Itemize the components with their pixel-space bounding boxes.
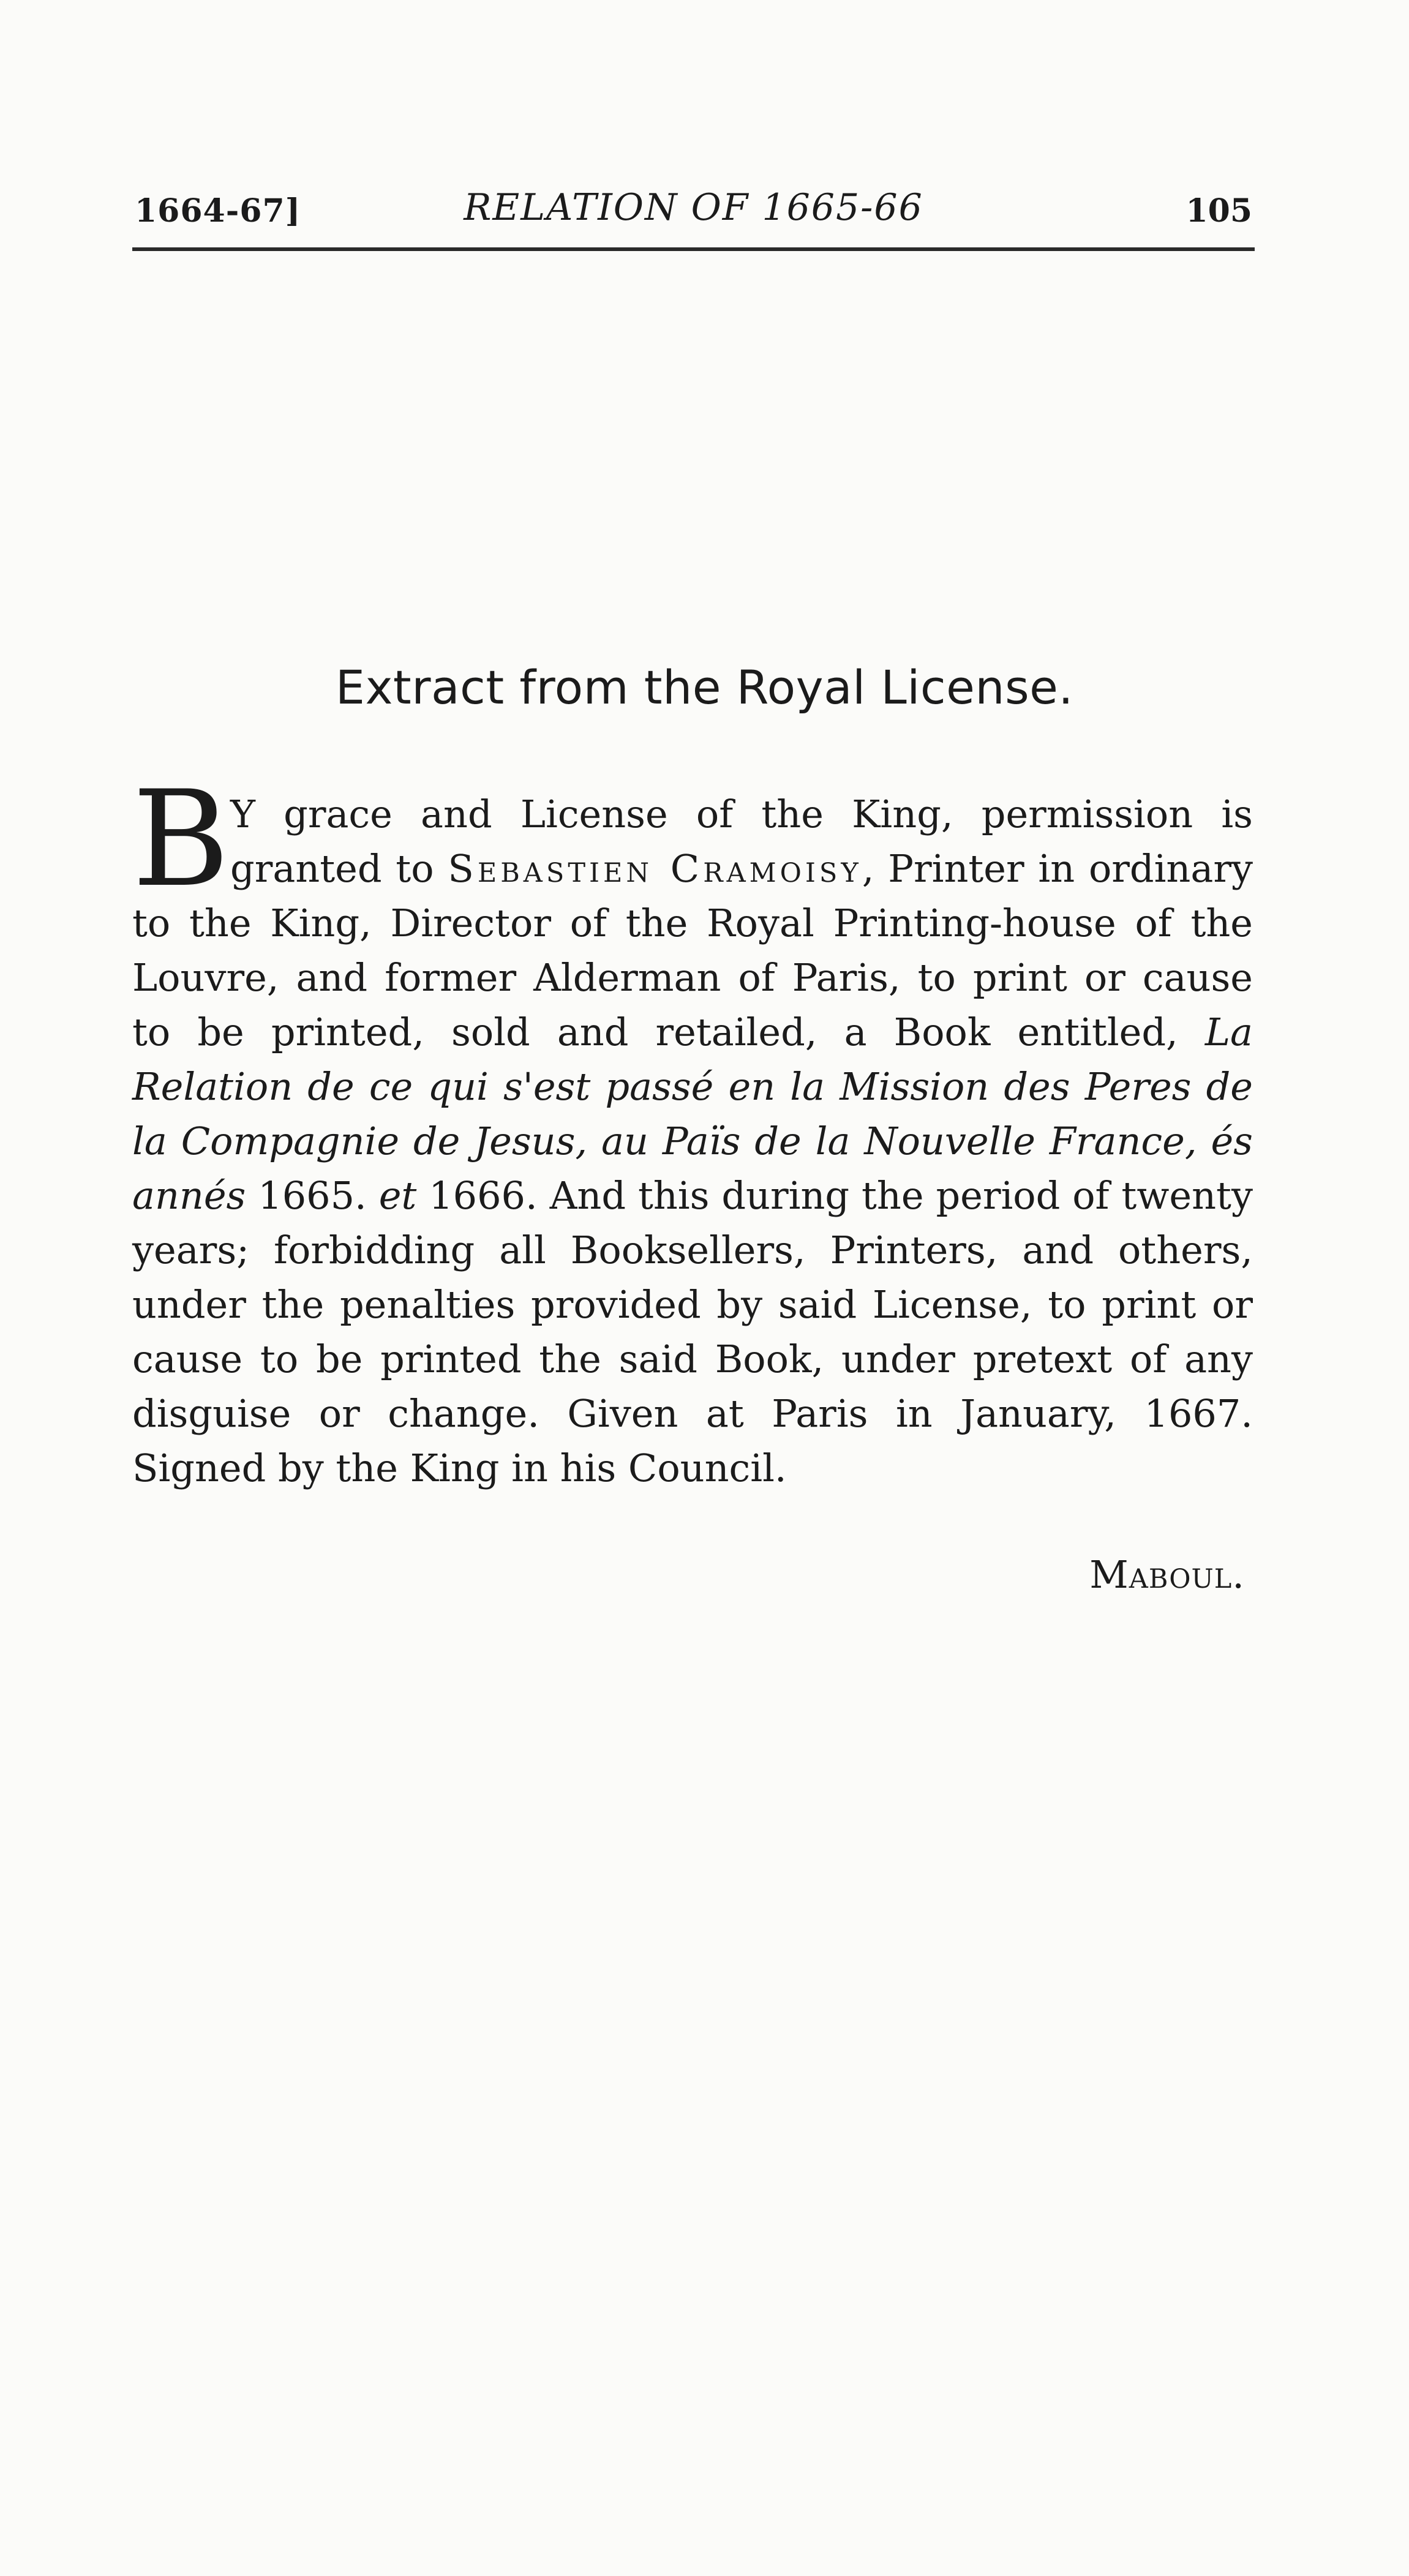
paragraph-text-3: 1666. And this during the period of twenty years; forbidding all Booksellers, Printers, and others, under the penalties provided by said License, to print or cause to be printed the said Book, under pretext of any disguise or change. Given at Paris in January, 1667. Signed by the King in his Council. (132, 1173, 1253, 1490)
header-rule (132, 247, 1255, 251)
header-date-range: 1664-67] (135, 192, 301, 230)
section-title: Extract from the Royal License. (335, 660, 1074, 715)
drop-cap: B (132, 762, 230, 916)
page-number: 105 (1185, 192, 1252, 230)
paragraph-text-2: , Printer in ordinary to the King, Director of the Royal Printing-house of the Louvre, and former Alderman of Paris, to print or cause to be printed, sold and retailed, a Book entitled, (132, 846, 1253, 1054)
signature: Maboul. (1089, 1552, 1245, 1597)
printer-name: Sebastien Cramoisy (448, 846, 862, 891)
year-1665: 1665. (246, 1173, 379, 1218)
conjunction-et: et (378, 1173, 417, 1218)
header-running-title: RELATION OF 1665-66 (464, 186, 923, 229)
license-paragraph (132, 762, 1253, 1495)
running-header (135, 186, 1252, 253)
book-title: La Relation de ce qui s'est passé en la Mission des Peres de la Compagnie de Jesus, au Païs de la Nouvelle France, és annés (132, 1010, 1253, 1218)
paragraph-text-1: Y grace and License of the King, permission is granted to (230, 792, 1253, 891)
